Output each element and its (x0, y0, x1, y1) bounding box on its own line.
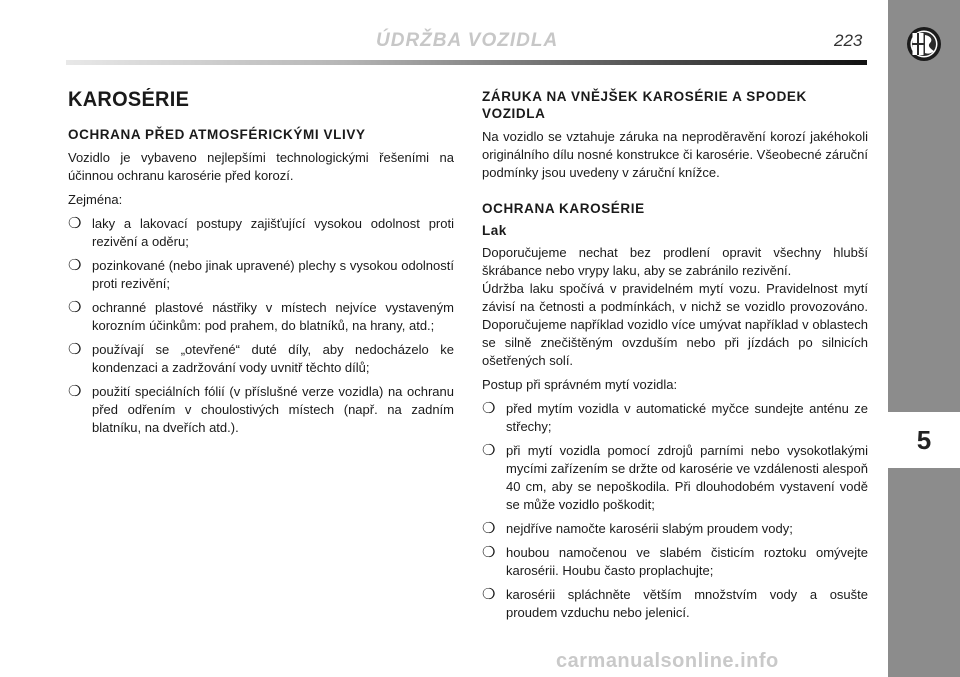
bullet-circle-icon: ❍ (482, 586, 496, 603)
section-heading-body-protection: OCHRANA KAROSÉRIE (482, 201, 645, 216)
list-item: ❍ před mytím vozidla v automatické myčce sundejte anténu ze střechy; (482, 400, 868, 434)
bullet-circle-icon: ❍ (482, 544, 496, 561)
washing-list (482, 400, 868, 622)
paint-paragraph-2: Údržba laku spočívá v pravidelném mytí vozu. Pravidelnost mytí závisí na četnosti a podmínkách, v nichž se vozidlo provozováno. Doporučujeme například vozidlo více umývat například v oblastech se silně znečištěným ovzduším nebo při jízdách po silnicích ošetřených solí. (482, 281, 868, 368)
page-header-title: ÚDRŽBA VOZIDLA (376, 30, 559, 51)
warranty-paragraph: Na vozidlo se vztahuje záruka na neproděravění korozí jakéhokoli originálního dílu nosné konstrukce či karosérie. Všeobecné záruční podmínky jsou uvedeny v záruční knížce. (482, 129, 868, 180)
list-item: ❍ karosérii spláchněte větším množstvím vody a osušte proudem vzduchu nebo jelenicí. (482, 586, 868, 620)
main-heading: KAROSÉRIE (68, 88, 190, 111)
bullet-circle-icon: ❍ (68, 341, 82, 358)
alfa-romeo-logo-icon (906, 26, 942, 62)
left-column (68, 88, 454, 443)
watermark: carmanualsonline.info (556, 650, 779, 672)
bullet-circle-icon: ❍ (68, 215, 82, 232)
bullet-circle-icon: ❍ (68, 257, 82, 274)
bullet-circle-icon: ❍ (482, 520, 496, 537)
chapter-tab[interactable]: 5 (888, 412, 960, 468)
chapter-sidebar (888, 0, 960, 677)
bullet-circle-icon: ❍ (482, 442, 496, 459)
bullet-circle-icon: ❍ (68, 383, 82, 400)
page-number: 223 (834, 31, 863, 50)
paint-paragraph-1: Doporučujeme nechat bez prodlení opravit všechny hlubší škrábance nebo vrypy laku, aby se zabránilo rezivění. (482, 245, 868, 278)
section-heading-atmospheric: OCHRANA PŘED ATMOSFÉRICKÝMI VLIVY (68, 127, 366, 142)
intro-paragraph: Vozidlo je vybaveno nejlepšími technologickými řešeními na účinnou ochranu karosérie před korozí. (68, 150, 454, 183)
bullet-circle-icon: ❍ (68, 299, 82, 316)
list-item: ❍ pozinkované (nebo jinak upravené) plechy s vysokou odolností proti rezivění; (68, 257, 454, 291)
list-item: ❍ při mytí vozidla pomocí zdrojů parními nebo vysokotlakými mycími zařízením se držte od karosérie ve vzdálenosti alespoň 40 cm, aby se nepoškodila. Při dlouhodobém vystavení vodě se může vozidlo poškodit; (482, 442, 868, 512)
list-item: ❍ nejdříve namočte karosérii slabým proudem vody; (482, 520, 793, 537)
subheading-paint: Lak (482, 223, 507, 238)
right-column (482, 88, 868, 628)
list-item: ❍ použití speciálních fólií (v příslušné verze vozidla) na ochranu před odřením v choulostivých místech (např. na zadním blatníku, na dveřích atd.). (68, 383, 454, 435)
bullet-circle-icon: ❍ (482, 400, 496, 417)
list-item: ❍ laky a lakovací postupy zajišťující vysokou odolnost proti rezivění a oděru; (68, 215, 454, 249)
protection-list (68, 215, 454, 437)
procedure-lead: Postup při správném mytí vozidla: (482, 377, 678, 392)
section-heading-warranty: ZÁRUKA NA VNĚJŠEK KAROSÉRIE A SPODEK VOZIDLA (482, 89, 807, 121)
lead-text: Zejména: (68, 192, 123, 207)
list-item: ❍ houbou namočenou ve slabém čisticím roztoku omývejte karosérii. Houbu často proplachujte; (482, 544, 868, 578)
list-item: ❍ ochranné plastové nástřiky v místech nejvíce vystaveným korozním účinkům: pod prahem, do blatníků, na hrany, atd.; (68, 299, 454, 333)
list-item: ❍ používají se „otevřené“ duté díly, aby nedocházelo ke kondenzaci a zadržování vody uvnitř těchto dílů; (68, 341, 454, 375)
header-divider (66, 60, 867, 65)
